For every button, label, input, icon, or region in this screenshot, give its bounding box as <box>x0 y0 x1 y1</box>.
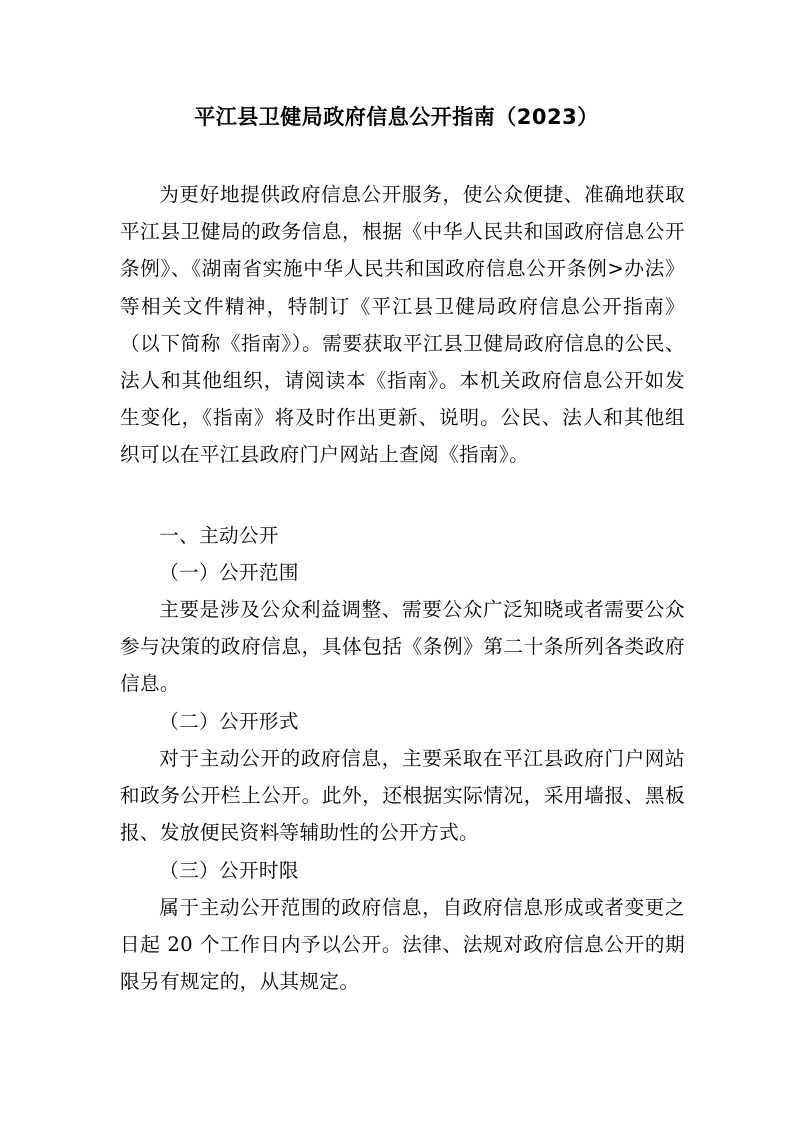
section-heading-active-disclosure: 一、主动公开 <box>159 524 279 547</box>
subsection-heading-scope: （一）公开范围 <box>159 561 299 584</box>
intro-paragraph: 为更好地提供政府信息公开服务，使公众便捷、准确地获取平江县卫健局的政务信息，根据《中华人民共和国政府信息公开条例》、《湖南省实施中华人民共和国政府信息公开条例>办法》等相关文件精神，特制订《平江县卫健局政府信息公开指南》（以下简称《指南》）。需要获取平江县卫健局政府信息的公民、法人和其他组织，请阅读本《指南》。本机关政府信息公开如发生变化，《指南》将及时作出更新、说明。公民、法人和其他组织可以在平江县政府门户网站上查阅《指南》。 <box>120 183 685 467</box>
subsection-heading-time-limit: （三）公开时限 <box>159 859 299 882</box>
form-paragraph: 对于主动公开的政府信息，主要采取在平江县政府门户网站和政务公开栏上公开。此外，还根据实际情况，采用墙报、黑板报、发放便民资料等辅助性的公开方式。 <box>120 747 685 845</box>
document-title: 平江县卫健局政府信息公开指南（2023） <box>194 105 599 129</box>
subsection-heading-form: （二）公开形式 <box>159 710 299 733</box>
time-limit-paragraph: 属于主动公开范围的政府信息，自政府信息形成或者变更之日起 20 个工作日内予以公开。法律、法规对政府信息公开的期限另有规定的，从其规定。 <box>120 896 685 994</box>
scope-paragraph: 主要是涉及公众利益调整、需要公众广泛知晓或者需要公众参与决策的政府信息，具体包括《条例》第二十条所列各类政府信息。 <box>120 598 685 696</box>
